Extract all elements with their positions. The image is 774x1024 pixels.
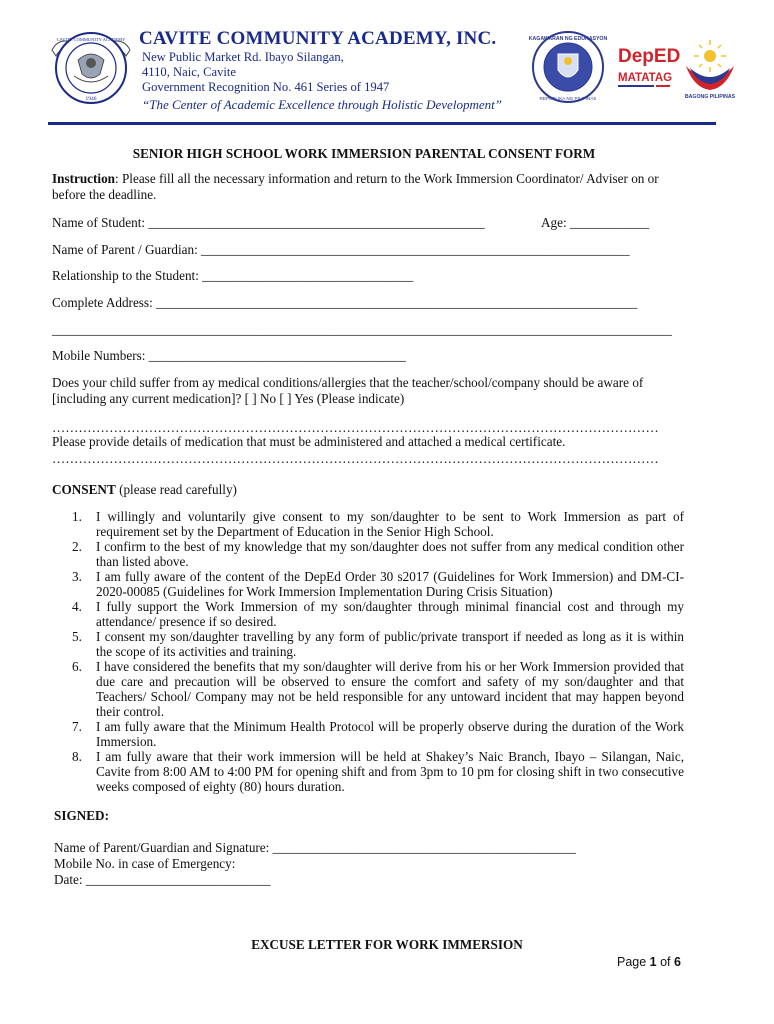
deped-logo-text: DepED — [618, 46, 681, 67]
consent-item-text: I have considered the benefits that my son/daughter will derive from his or her Work Immersion provided that due care and precaution will be observed to ensure the comfort and safety of my son/daughter and that Teachers/ School/ Company may not be held responsible for any untoward incident that may happen beyond their control. — [96, 659, 684, 719]
deped-seal-ring-text: KAGAWARAN NG EDUKASYON — [528, 36, 608, 42]
seal-year-text: 1946 — [85, 96, 97, 102]
consent-heading — [52, 482, 237, 498]
consent-item-text: I am fully aware that their work immersion will be held at Shakey’s Naic Branch, Ibayo – Silangan, Naic, Cavite from 8:00 AM to 4:00 PM for opening shift and from 3pm to 10 pm for closing shift in two consecutive weeks composed of eighty (80) hours duration. — [96, 749, 684, 794]
page-of: of — [656, 955, 674, 969]
consent-item — [52, 659, 684, 719]
medical-question: Does your child suffer from ay medical conditions/allergies that the teacher/school/company should be aware of [including any current medication]? [ ] No [ ] Yes (Please indicate) — [52, 375, 644, 406]
consent-heading-note: (please read carefully) — [115, 482, 237, 497]
consent-item-number: 4. — [72, 599, 82, 614]
header-divider — [48, 122, 716, 125]
address-line-2: 4110, Naic, Cavite — [142, 65, 236, 79]
deped-seal-logo — [528, 30, 608, 104]
mobile-numbers-field[interactable]: Mobile Numbers: _______________________________________ — [52, 348, 406, 363]
consent-item-number: 8. — [72, 749, 82, 764]
consent-heading-label: CONSENT — [52, 482, 116, 497]
emergency-mobile-field[interactable]: Mobile No. in case of Emergency: — [54, 856, 236, 871]
address-continuation-field[interactable]: ______________________________________________________________________________________________ — [52, 322, 672, 337]
consent-item — [52, 509, 684, 539]
deped-matatag-logo — [616, 40, 681, 98]
page-current: 1 — [649, 955, 657, 969]
consent-item-text: I consent my son/daughter travelling by any form of public/private transport if needed as long as it is within the scope of its activities and training. — [96, 629, 684, 659]
medical-dotted-line[interactable]: ………………………………………………………………………………………………………………………… — [52, 420, 659, 435]
parent-name-field[interactable]: Name of Parent / Guardian: _________________________________________________________________ — [52, 242, 630, 257]
excuse-letter-title: EXCUSE LETTER FOR WORK IMMERSION — [251, 937, 523, 952]
consent-item-text: I am fully aware of the content of the DepEd Order 30 s2017 (Guidelines for Work Immersion) and DM-CI-2020-00085 (Guidelines for Work Immersion Implementation During Crisis Situation) — [96, 569, 684, 599]
address-line-1: New Public Market Rd. Ibayo Silangan, — [142, 50, 344, 64]
government-recognition: Government Recognition No. 461 Series of 1947 — [142, 80, 390, 94]
form-title: SENIOR HIGH SCHOOL WORK IMMERSION PARENTAL CONSENT FORM — [132, 146, 596, 161]
page-total: 6 — [674, 955, 681, 969]
bagong-pilipinas-logo — [680, 36, 740, 100]
signed-heading: SIGNED: — [54, 808, 109, 823]
consent-item — [52, 629, 684, 659]
consent-item — [52, 719, 684, 749]
consent-item-number: 3. — [72, 569, 82, 584]
matatag-logo-text: MATATAG — [618, 72, 673, 84]
consent-list — [52, 509, 684, 794]
school-seal-logo — [48, 30, 134, 106]
age-field[interactable]: Age: ____________ — [541, 215, 650, 230]
page-number — [617, 955, 681, 969]
school-name: CAVITE COMMUNITY ACADEMY, INC. — [139, 28, 497, 49]
student-name-field[interactable]: Name of Student: ___________________________________________________ — [52, 215, 485, 230]
page-word: Page — [617, 955, 650, 969]
address-field[interactable]: Complete Address: _________________________________________________________________________ — [52, 295, 638, 310]
instruction-label: Instruction — [52, 171, 116, 186]
instruction-text: : Please fill all the necessary information and return to the Work Immersion Coordinator/ Adviser on or before the deadline. — [52, 171, 659, 202]
consent-item-number: 7. — [72, 719, 82, 734]
medication-dotted-line[interactable]: ………………………………………………………………………………………………………………………… — [52, 451, 659, 466]
consent-item-number: 5. — [72, 629, 82, 644]
school-motto: “The Center of Academic Excellence through Holistic Development” — [142, 97, 502, 112]
seal-ring-text: CAVITE COMMUNITY ACADEMY — [56, 37, 126, 42]
instruction-paragraph — [52, 171, 684, 203]
consent-item — [52, 599, 684, 629]
consent-item-text: I confirm to the best of my knowledge that my son/daughter does not suffer from any medical condition other than listed above. — [96, 539, 684, 569]
consent-item-number: 6. — [72, 659, 82, 674]
consent-item-number: 2. — [72, 539, 82, 554]
consent-item — [52, 539, 684, 569]
deped-seal-bottom-text: REPUBLIKA NG PILIPINAS — [539, 96, 597, 101]
consent-item-text: I willingly and voluntarily give consent to my son/daughter to be sent to Work Immersion as part of requirement set by the Department of Education in the Senior High School. — [96, 509, 684, 539]
consent-item-text: I am fully aware that the Minimum Health Protocol will be properly observe during the duration of the Work Immersion. — [96, 719, 684, 749]
date-field[interactable]: Date: ____________________________ — [54, 872, 271, 887]
medication-instruction: Please provide details of medication that must be administered and attached a medical certificate. — [52, 434, 566, 449]
parent-signature-field[interactable]: Name of Parent/Guardian and Signature: ______________________________________________ — [54, 840, 576, 855]
bagong-pilipinas-text: BAGONG PILIPINAS — [684, 94, 736, 100]
consent-item — [52, 749, 684, 794]
consent-item-number: 1. — [72, 509, 82, 524]
consent-item-text: I fully support the Work Immersion of my son/daughter through minimal financial cost and through my attendance/ presence if so desired. — [96, 599, 684, 629]
consent-item — [52, 569, 684, 599]
relationship-field[interactable]: Relationship to the Student: ________________________________ — [52, 268, 414, 283]
